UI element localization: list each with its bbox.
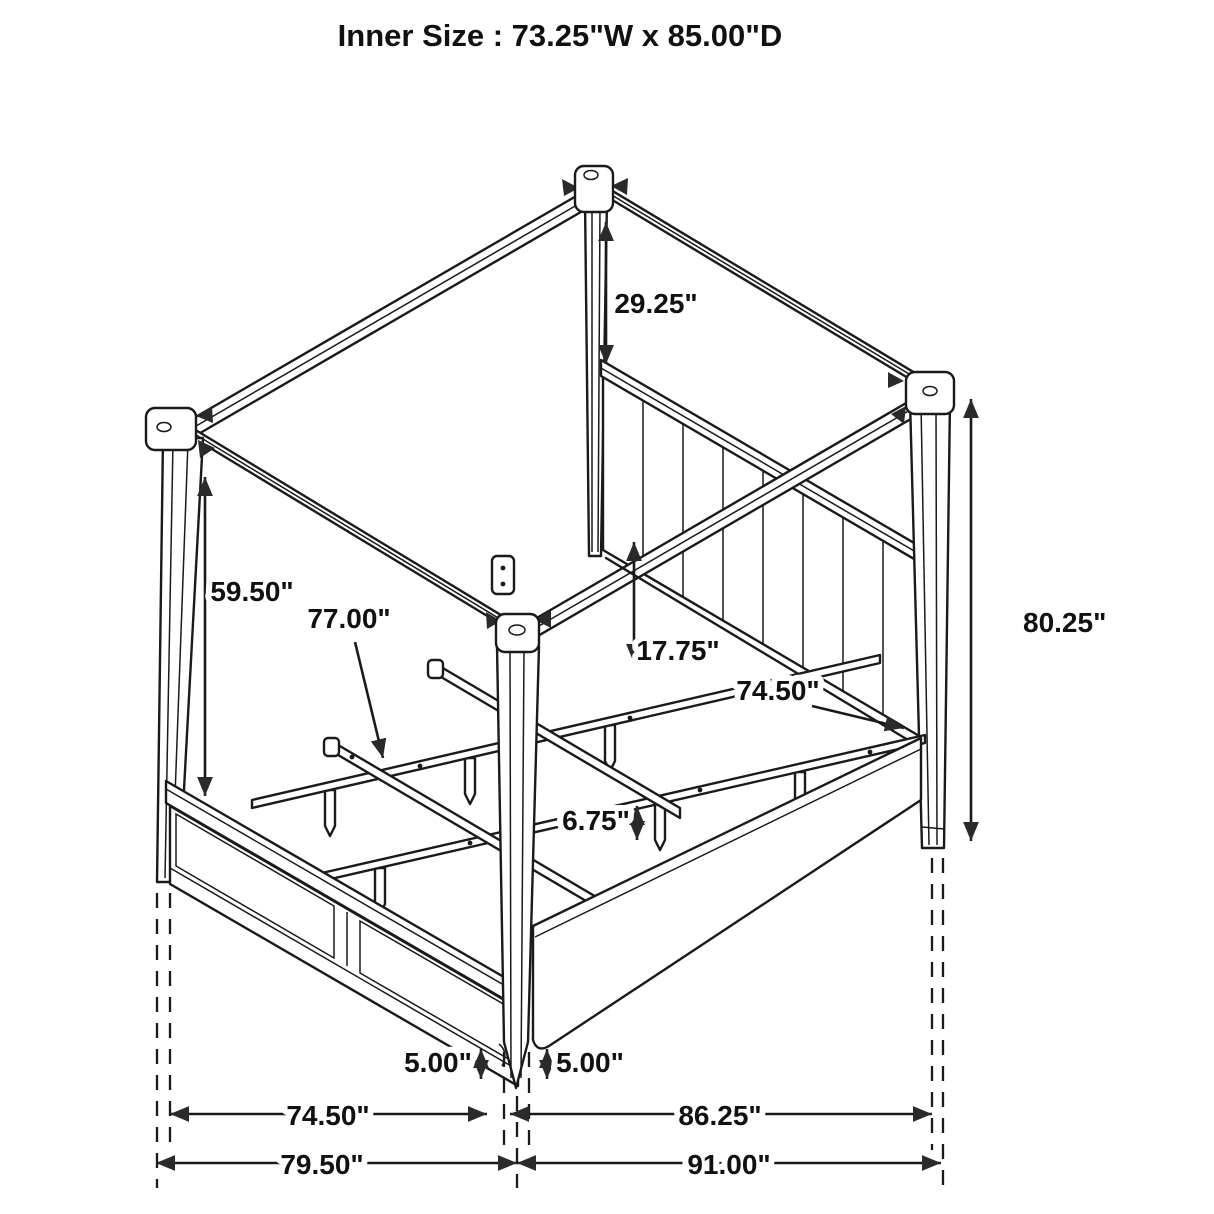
dim-label: 17.75" — [636, 635, 720, 666]
dim-headboard-side-depth — [510, 1100, 932, 1131]
dim-canopy-clearance — [205, 477, 294, 796]
support-leg — [655, 804, 665, 850]
slat-end-bracket — [324, 738, 339, 756]
cross-slat-2 — [436, 664, 680, 818]
support-leg — [465, 758, 475, 804]
dim-label: 6.75" — [562, 805, 630, 836]
dim-slat-rail-length — [307, 603, 390, 758]
dim-label: 74.50" — [286, 1100, 370, 1131]
dim-label: 5.00" — [404, 1047, 472, 1078]
support-leg — [325, 790, 335, 836]
dim-foot-clearance-left — [404, 1047, 481, 1079]
rail-bracket — [492, 556, 514, 594]
dim-overall-depth — [517, 1149, 941, 1180]
dim-foot-clearance-right — [547, 1047, 624, 1079]
dim-overall-width — [156, 1149, 517, 1180]
slat-end-bracket — [428, 660, 443, 678]
dim-label: 79.50" — [280, 1149, 364, 1180]
dim-footboard-side-width — [170, 1100, 487, 1131]
dim-label: 86.25" — [678, 1100, 762, 1131]
dim-label: 80.25" — [1023, 607, 1107, 638]
dim-label: 5.00" — [556, 1047, 624, 1078]
dim-center-leg-height — [562, 805, 637, 840]
dim-label: 59.50" — [210, 576, 294, 607]
corner-block-front — [496, 614, 539, 652]
dim-label: 29.25" — [614, 288, 698, 319]
page-title: Inner Size : 73.25"W x 85.00"D — [337, 18, 783, 53]
dim-overall-height — [971, 399, 1106, 841]
dim-label: 91.00" — [687, 1149, 771, 1180]
corner-block-right — [906, 372, 954, 414]
dim-label: 77.00" — [307, 603, 391, 634]
dim-label: 74.50" — [736, 675, 820, 706]
canopy-corner-blocks — [146, 166, 954, 458]
corner-block-back — [575, 166, 613, 212]
